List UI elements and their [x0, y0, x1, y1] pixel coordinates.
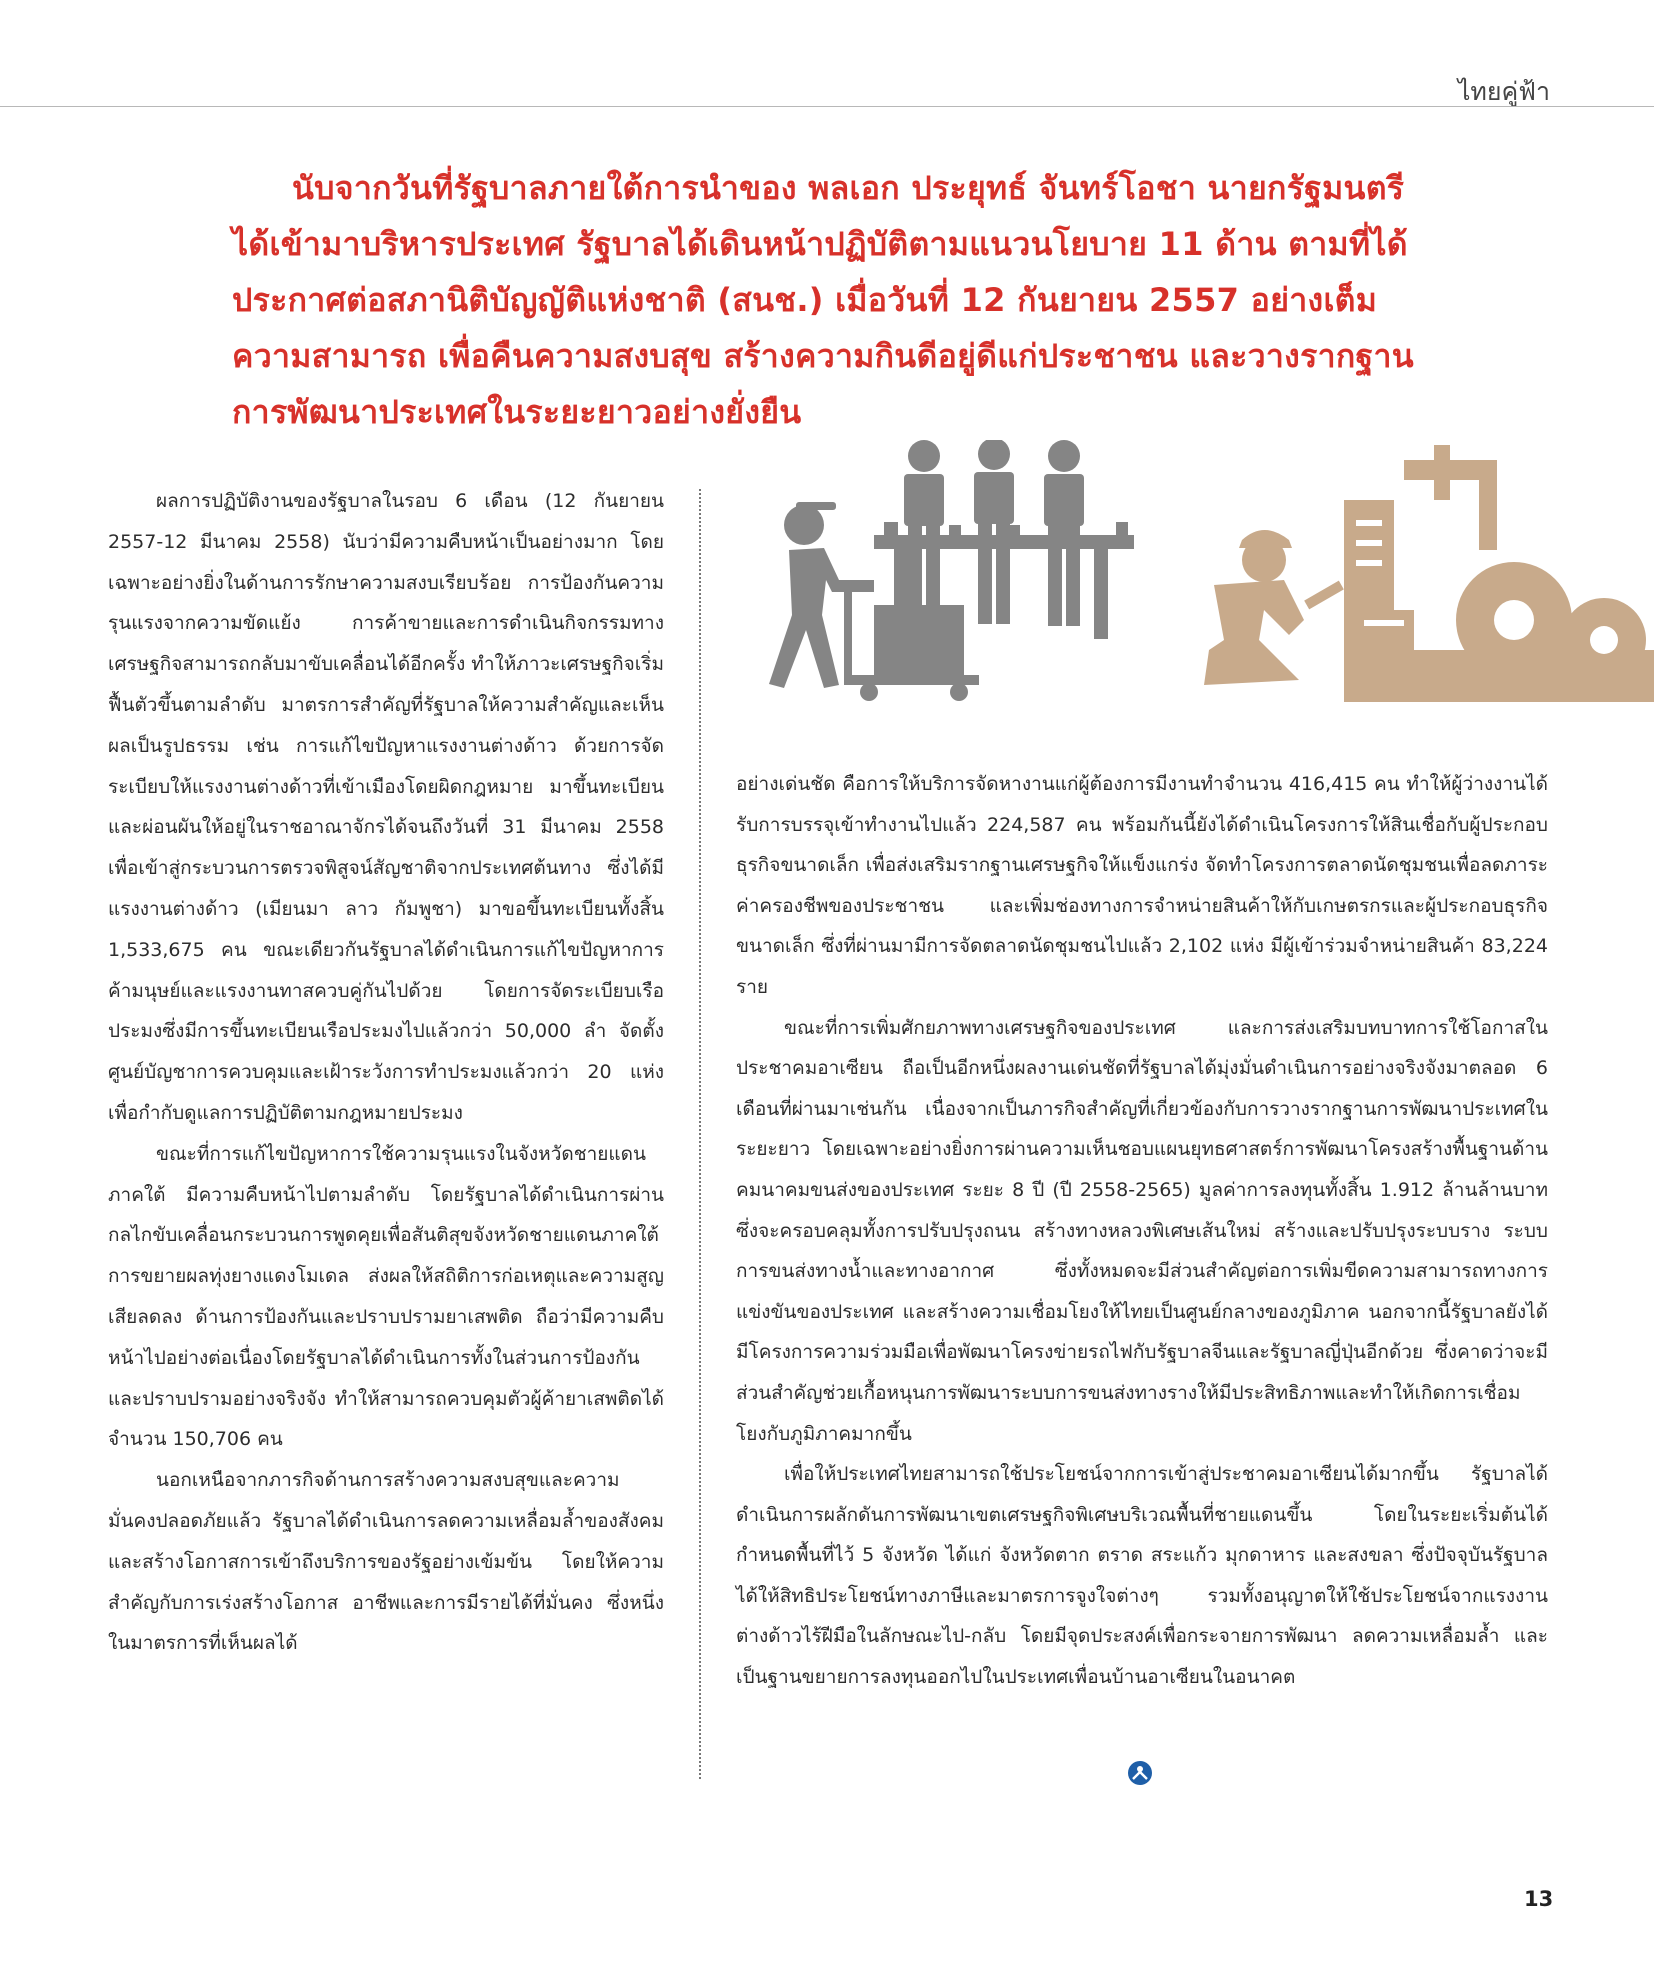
publication-name: ไทยคู่ฟ้า [1457, 77, 1550, 106]
end-mark-logo-icon [1127, 1760, 1153, 1786]
left-paragraph-2: ขณะที่การแก้ไขปัญหาการใช้ความรุนแรงในจังหวัดชายแดนภาคใต้ มีความคืบหน้าไปตามลำดับ โดยรัฐบาลได้ดำเนินการผ่านกลไกขับเคลื่อนกระบวนการพูดคุยเพื่อสันติสุขจังหวัดชายแดนภาคใต้ การขยายผลทุ่งยางแดงโมเดล ส่งผลให้สถิติการก่อเหตุและความสูญเสียลดลง ด้านการป้องกันและปราบปรามยาเสพติด ถือว่ามีความคืบหน้าไปอย่างต่อเนื่องโดยรัฐบาลได้ดำเนินการทั้งในส่วนการป้องกันและปราบปรามอย่างจริงจัง ทำให้สามารถควบคุมตัวผู้ค้ายาเสพติดได้จำนวน 150,706 คน [108, 1142, 664, 1451]
right-paragraph-2: ขณะที่การเพิ่มศักยภาพทางเศรษฐกิจของประเทศ และการส่งเสริมบทบาทการใช้โอกาสในประชาคมอาเซียน ถือเป็นอีกหนึ่งผลงานเด่นชัดที่รัฐบาลได้มุ่งมั่นดำเนินการอย่างจริงจังมาตลอด 6 เดือนที่ผ่านมาเช่นกัน เนื่องจากเป็นภารกิจสำคัญที่เกี่ยวข้องกับการวางรากฐานการพัฒนาประเทศในระยะยาว โดยเฉพาะอย่างยิ่งการผ่านความเห็นชอบแผนยุทธศาสตร์การพัฒนาโครงสร้างพื้นฐานด้านคมนาคมขนส่งของประเทศ ระยะ 8 ปี (ปี 2558-2565) มูลค่าการลงทุนทั้งสิ้น 1.912 ล้านล้านบาท ซึ่งจะครอบคลุมทั้งการปรับปรุงถนน สร้างทางหลวงพิเศษเส้นใหม่ สร้างและปรับปรุงระบบราง ระบบการขนส่งทางน้ำและทางอากาศ ซึ่งทั้งหมดจะมีส่วนสำคัญต่อการเพิ่มขีดความสามารถทางการแข่งขันของประเทศ และสร้างความเชื่อมโยงให้ไทยเป็นศูนย์กลางของภูมิภาค นอกจากนี้รัฐบาลยังได้มีโครงการความร่วมมือเพื่อพัฒนาโครงข่ายรถไฟกับรัฐบาลจีนและรัฐบาลญี่ปุ่นอีกด้วย ซึ่งคาดว่าจะมีส่วนสำคัญช่วยเกื้อหนุนการพัฒนาระบบการขนส่งทางรางให้มีประสิทธิภาพและทำให้เกิดการเชื่อมโยงกับภูมิภาคมากขึ้น [736, 1016, 1548, 1445]
right-column [736, 764, 1548, 1698]
workers-industry-illustration [744, 440, 1654, 710]
intro-lead [232, 160, 1427, 440]
intro-text: นับจากวันที่รัฐบาลภายใต้การนำของ พลเอก ประยุทธ์ จันทร์โอชา นายกรัฐมนตรี ได้เข้ามาบริหารประเทศ รัฐบาลได้เดินหน้าปฏิบัติตามแนวนโยบาย 11 ด้าน ตามที่ได้ประกาศต่อสภานิติบัญญัติแห่งชาติ (สนช.) เมื่อวันที่ 12 กันยายน 2557 อย่างเต็มความสามารถ เพื่อคืนความสงบสุข สร้างความกินดีอยู่ดีแก่ประชาชน และวางรากฐานการพัฒนาประเทศในระยะยาวอย่างยั่งยืน [232, 169, 1414, 431]
end-mark-icon [1127, 1760, 1153, 1786]
left-paragraph-1: ผลการปฏิบัติงานของรัฐบาลในรอบ 6 เดือน (12 กันยายน 2557-12 มีนาคม 2558) นับว่ามีความคืบหน้าเป็นอย่างมาก โดยเฉพาะอย่างยิ่งในด้านการรักษาความสงบเรียบร้อย การป้องกันความรุนแรงจากความขัดแย้ง การค้าขายและการดำเนินกิจกรรมทางเศรษฐกิจสามารถกลับมาขับเคลื่อนได้อีกครั้ง ทำให้ภาวะเศรษฐกิจเริ่มฟื้นตัวขึ้นตามลำดับ มาตรการสำคัญที่รัฐบาลให้ความสำคัญและเห็นผลเป็นรูปธรรม เช่น การแก้ไขปัญหาแรงงานต่างด้าว ด้วยการจัดระเบียบให้แรงงานต่างด้าวที่เข้าเมืองโดยผิดกฎหมาย มาขึ้นทะเบียนและผ่อนผันให้อยู่ในราชอาณาจักรได้จนถึงวันที่ 31 มีนาคม 2558 เพื่อเข้าสู่กระบวนการตรวจพิสูจน์สัญชาติจากประเทศต้นทาง ซึ่งได้มีแรงงานต่างด้าว (เมียนมา ลาว กัมพูชา) มาขอขึ้นทะเบียนทั้งสิ้น 1,533,675 คน ขณะเดียวกันรัฐบาลได้ดำเนินการแก้ไขปัญหาการค้ามนุษย์และแรงงานทาสควบคู่กันไปด้วย โดยการจัดระเบียบเรือประมงซึ่งมีการขึ้นทะเบียนเรือประมงไปแล้วกว่า 50,000 ลำ จัดตั้งศูนย์บัญชาการควบคุมและเฝ้าระวังการทำประมงแล้วกว่า 20 แห่ง เพื่อกำกับดูแลการปฏิบัติตามกฎหมายประมง [108, 490, 665, 1124]
workers-illustration-icon [744, 440, 1654, 710]
column-divider [699, 489, 701, 1779]
right-paragraph-1: อย่างเด่นชัด คือการให้บริการจัดหางานแก่ผู้ต้องการมีงานทำจำนวน 416,415 คน ทำให้ผู้ว่างงานได้รับการบรรจุเข้าทำงานไปแล้ว 224,587 คน พร้อมกันนี้ยังได้ดำเนินโครงการให้สินเชื่อกับผู้ประกอบธุรกิจขนาดเล็ก เพื่อส่งเสริมรากฐานเศรษฐกิจให้แข็งแกร่ง จัดทำโครงการตลาดนัดชุมชนเพื่อลดภาระค่าครองชีพของประชาชน และเพิ่มช่องทางการจำหน่ายสินค้าให้กับเกษตรกรและผู้ประกอบธุรกิจขนาดเล็ก ซึ่งที่ผ่านมามีการจัดตลาดนัดชุมชนไปแล้ว 2,102 แห่ง มีผู้เข้าร่วมจำหน่ายสินค้า 83,224 ราย [736, 773, 1548, 998]
left-paragraph-3: นอกเหนือจากภารกิจด้านการสร้างความสงบสุขและความมั่นคงปลอดภัยแล้ว รัฐบาลได้ดำเนินการลดความเหลื่อมล้ำของสังคมและสร้างโอกาสการเข้าถึงบริการของรัฐอย่างเข้มข้น โดยให้ความสำคัญกับการเร่งสร้างโอกาส อาชีพและการมีรายได้ที่มั่นคง ซึ่งหนึ่งในมาตรการที่เห็นผลได้ [108, 1469, 664, 1655]
right-paragraph-3: เพื่อให้ประเทศไทยสามารถใช้ประโยชน์จากการเข้าสู่ประชาคมอาเซียนได้มากขึ้น รัฐบาลได้ดำเนินการผลักดันการพัฒนาเขตเศรษฐกิจพิเศษบริเวณพื้นที่ชายแดนขึ้น โดยในระยะเริ่มต้นได้กำหนดพื้นที่ไว้ 5 จังหวัด ได้แก่ จังหวัดตาก ตราด สระแก้ว มุกดาหาร และสงขลา ซึ่งปัจจุบันรัฐบาลได้ให้สิทธิประโยชน์ทางภาษีและมาตรการจูงใจต่างๆ รวมทั้งอนุญาตให้ใช้ประโยชน์จากแรงงานต่างด้าวไร้ฝีมือในลักษณะไป-กลับ โดยมีจุดประสงค์เพื่อกระจายการพัฒนา ลดความเหลื่อมล้ำ และเป็นฐานขยายการลงทุนออกไปในประเทศเพื่อนบ้านอาเซียนในอนาคต [736, 1463, 1548, 1689]
page-number: 13 [1524, 1887, 1554, 1911]
left-column [108, 481, 664, 1664]
header-divider [0, 106, 1654, 107]
